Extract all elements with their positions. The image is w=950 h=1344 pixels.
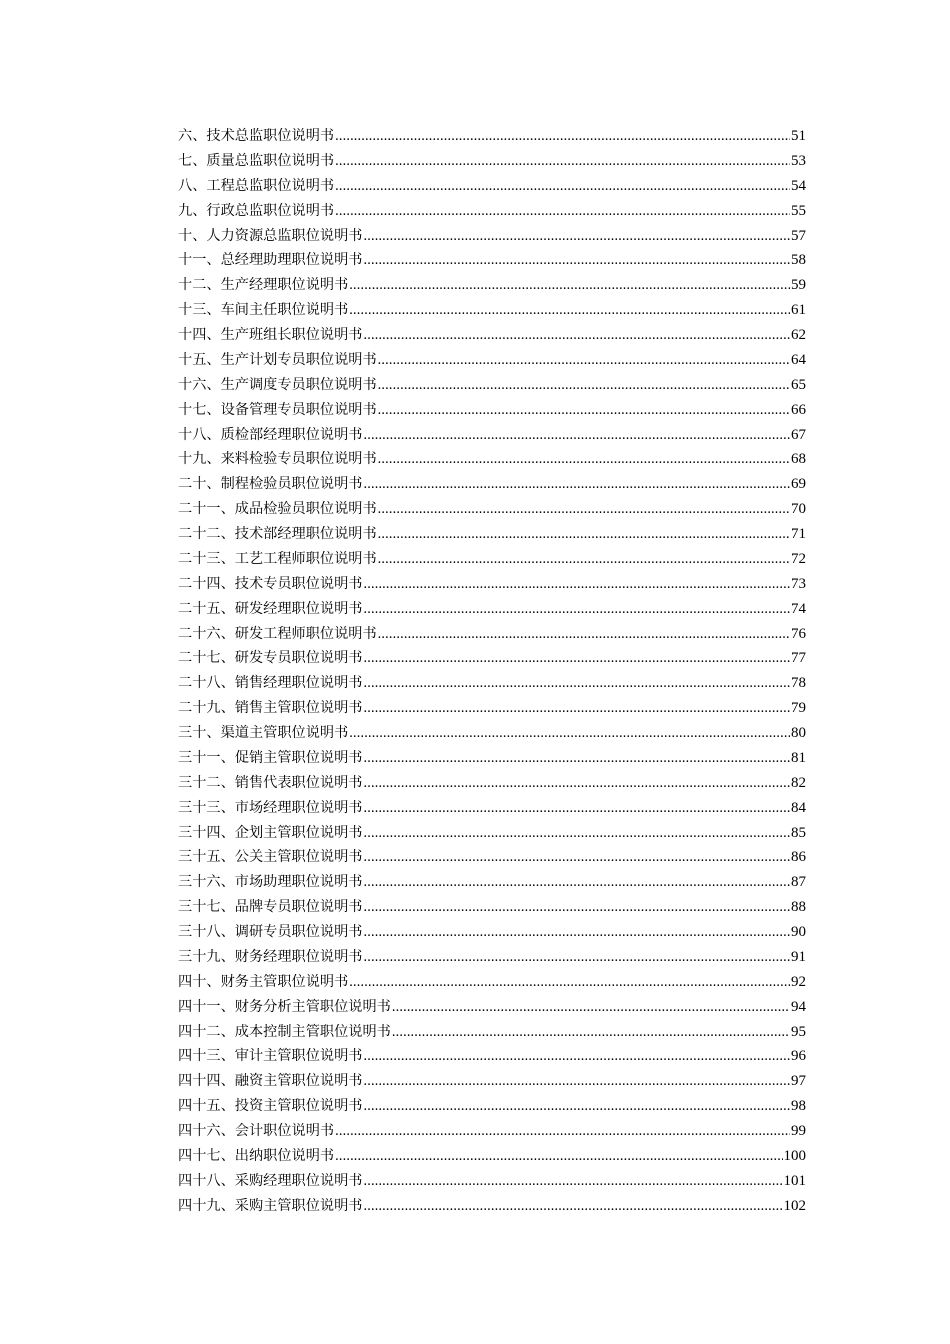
toc-entry-title: 四十三、审计主管职位说明书 — [178, 1048, 363, 1065]
dot-leader — [335, 1144, 782, 1169]
toc-entry-title: 十七、设备管理专员职位说明书 — [178, 401, 377, 418]
dot-leader — [378, 622, 790, 647]
toc-entry-page-number: 72 — [791, 550, 806, 567]
dot-leader — [363, 1169, 782, 1194]
toc-entry[interactable] — [178, 1069, 806, 1094]
toc-entry-page-number: 67 — [791, 426, 806, 443]
dot-leader — [363, 224, 790, 249]
toc-entry[interactable] — [178, 597, 806, 622]
toc-entry-page-number: 62 — [791, 327, 806, 343]
dot-leader — [363, 1094, 790, 1119]
toc-entry[interactable] — [178, 721, 806, 746]
toc-entry[interactable] — [178, 970, 806, 995]
toc-entry-title: 二十、制程检验员职位说明书 — [178, 476, 363, 493]
toc-entry-page-number: 87 — [791, 874, 806, 891]
toc-entry[interactable] — [178, 323, 806, 348]
dot-leader — [363, 920, 790, 945]
toc-entry-title: 四十四、融资主管职位说明书 — [178, 1073, 363, 1090]
toc-entry[interactable] — [178, 1020, 806, 1045]
dot-leader — [378, 348, 790, 373]
toc-entry[interactable] — [178, 870, 806, 895]
dot-leader — [378, 447, 790, 472]
toc-entry-title: 三十、渠道主管职位说明书 — [178, 725, 349, 741]
toc-entry-page-number: 91 — [791, 948, 806, 965]
toc-entry-page-number: 70 — [791, 501, 806, 518]
dot-leader — [363, 870, 790, 895]
toc-entry-title: 二十九、销售主管职位说明书 — [178, 700, 363, 717]
toc-entry-page-number: 82 — [791, 774, 806, 791]
dot-leader — [363, 1044, 790, 1069]
toc-entry-page-number: 64 — [791, 351, 806, 368]
dot-leader — [363, 323, 790, 348]
toc-entry-page-number: 101 — [783, 1172, 806, 1189]
toc-entry[interactable] — [178, 248, 806, 273]
dot-leader — [378, 373, 790, 398]
toc-entry-title: 三十一、促销主管职位说明书 — [178, 749, 363, 766]
toc-entry-page-number: 74 — [791, 600, 806, 617]
toc-entry[interactable] — [178, 821, 806, 846]
toc-entry-page-number: 71 — [791, 526, 806, 542]
toc-entry-page-number: 102 — [783, 1197, 806, 1214]
toc-entry-title: 七、质量总监职位说明书 — [178, 152, 335, 169]
toc-entry-page-number: 81 — [791, 749, 806, 766]
dot-leader — [363, 821, 790, 846]
toc-entry-title: 三十八、调研专员职位说明书 — [178, 924, 363, 940]
toc-entry[interactable] — [178, 447, 806, 472]
toc-entry-page-number: 61 — [791, 302, 806, 319]
dot-leader — [363, 771, 790, 796]
toc-entry-title: 六、技术总监职位说明书 — [178, 128, 335, 144]
toc-entry-page-number: 84 — [791, 799, 806, 816]
dot-leader — [363, 1194, 782, 1219]
toc-entry-title: 四十五、投资主管职位说明书 — [178, 1098, 363, 1115]
toc-entry-page-number: 78 — [791, 675, 806, 692]
toc-entry-page-number: 85 — [791, 824, 806, 841]
dot-leader — [392, 995, 790, 1020]
toc-entry[interactable] — [178, 547, 806, 572]
toc-entry-title: 二十四、技术专员职位说明书 — [178, 575, 363, 592]
toc-entry-title: 十二、生产经理职位说明书 — [178, 277, 349, 294]
dot-leader — [378, 398, 790, 423]
dot-leader — [363, 1069, 790, 1094]
dot-leader — [363, 945, 790, 970]
dot-leader — [349, 298, 790, 323]
toc-entry-title: 四十九、采购主管职位说明书 — [178, 1197, 363, 1214]
dot-leader — [363, 597, 790, 622]
toc-entry-page-number: 98 — [791, 1098, 806, 1115]
toc-entry-title: 四十八、采购经理职位说明书 — [178, 1172, 363, 1189]
toc-entry-page-number: 69 — [791, 476, 806, 493]
toc-entry[interactable] — [178, 423, 806, 448]
toc-entry[interactable] — [178, 572, 806, 597]
toc-entry-page-number: 66 — [791, 401, 806, 418]
dot-leader — [363, 572, 790, 597]
toc-entry-title: 十八、质检部经理职位说明书 — [178, 426, 363, 443]
dot-leader — [349, 970, 790, 995]
toc-entry-title: 四十六、会计职位说明书 — [178, 1123, 335, 1139]
toc-entry-page-number: 94 — [791, 998, 806, 1015]
toc-entry-page-number: 53 — [791, 152, 806, 169]
toc-entry[interactable] — [178, 149, 806, 174]
toc-entry-title: 二十一、成品检验员职位说明书 — [178, 501, 377, 518]
toc-entry-title: 四十、财务主管职位说明书 — [178, 973, 349, 990]
toc-entry[interactable] — [178, 895, 806, 920]
toc-entry-title: 三十二、销售代表职位说明书 — [178, 774, 363, 791]
dot-leader — [363, 796, 790, 821]
toc-entry-title: 三十三、市场经理职位说明书 — [178, 799, 363, 816]
toc-entry[interactable] — [178, 1144, 806, 1169]
toc-entry-page-number: 54 — [791, 177, 806, 194]
toc-entry-title: 八、工程总监职位说明书 — [178, 177, 335, 194]
dot-leader — [335, 149, 790, 174]
toc-entry[interactable] — [178, 398, 806, 423]
dot-leader — [363, 895, 790, 920]
toc-entry[interactable] — [178, 472, 806, 497]
toc-entry-page-number: 96 — [791, 1048, 806, 1065]
toc-entry-title: 二十七、研发专员职位说明书 — [178, 650, 363, 667]
toc-entry[interactable] — [178, 696, 806, 721]
toc-entry-title: 三十九、财务经理职位说明书 — [178, 948, 363, 965]
toc-entry-page-number: 79 — [791, 700, 806, 717]
toc-entry[interactable] — [178, 224, 806, 249]
toc-entry[interactable] — [178, 671, 806, 696]
toc-entry[interactable] — [178, 622, 806, 647]
toc-entry-page-number: 55 — [791, 202, 806, 219]
toc-entry-page-number: 77 — [791, 650, 806, 667]
toc-entry-title: 十、人力资源总监职位说明书 — [178, 227, 363, 244]
toc-entry-title: 二十二、技术部经理职位说明书 — [178, 526, 377, 542]
toc-entry-title: 九、行政总监职位说明书 — [178, 202, 335, 219]
dot-leader — [363, 696, 790, 721]
toc-entry-page-number: 57 — [791, 227, 806, 244]
dot-leader — [335, 199, 790, 224]
toc-entry-page-number: 73 — [791, 575, 806, 592]
toc-entry-title: 二十三、工艺工程师职位说明书 — [178, 550, 377, 567]
toc-entry-title: 二十八、销售经理职位说明书 — [178, 675, 363, 692]
toc-entry-page-number: 59 — [791, 277, 806, 294]
toc-entry[interactable] — [178, 1044, 806, 1069]
toc-entry-page-number: 88 — [791, 899, 806, 916]
dot-leader — [363, 646, 790, 671]
dot-leader — [378, 547, 790, 572]
toc-entry[interactable] — [178, 796, 806, 821]
dot-leader — [363, 845, 790, 870]
toc-entry[interactable] — [178, 845, 806, 870]
dot-leader — [363, 671, 790, 696]
toc-entry-page-number: 51 — [791, 128, 806, 144]
dot-leader — [335, 174, 790, 199]
toc-entry-page-number: 90 — [791, 924, 806, 940]
dot-leader — [363, 248, 790, 273]
toc-entry-page-number: 86 — [791, 849, 806, 866]
dot-leader — [378, 522, 790, 547]
toc-entry-title: 二十五、研发经理职位说明书 — [178, 600, 363, 617]
toc-entry-page-number: 95 — [791, 1023, 806, 1040]
dot-leader — [363, 472, 790, 497]
toc-entry-title: 十九、来料检验专员职位说明书 — [178, 451, 377, 468]
dot-leader — [378, 497, 790, 522]
toc-entry[interactable] — [178, 945, 806, 970]
toc-entry-title: 四十七、出纳职位说明书 — [178, 1147, 335, 1164]
toc-entry-title: 四十二、成本控制主管职位说明书 — [178, 1023, 391, 1040]
toc-entry-title: 十五、生产计划专员职位说明书 — [178, 351, 377, 368]
toc-entry[interactable] — [178, 348, 806, 373]
toc-entry[interactable] — [178, 373, 806, 398]
toc-entry-page-number: 100 — [783, 1147, 806, 1164]
toc-entry-page-number: 76 — [791, 625, 806, 642]
toc-entry-page-number: 58 — [791, 252, 806, 269]
toc-entry-title: 十四、生产班组长职位说明书 — [178, 327, 363, 343]
toc-entry[interactable] — [178, 920, 806, 945]
toc-entry-page-number: 65 — [791, 376, 806, 393]
toc-entry-page-number: 97 — [791, 1073, 806, 1090]
toc-entry[interactable] — [178, 199, 806, 224]
toc-entry[interactable] — [178, 1094, 806, 1119]
toc-entry[interactable] — [178, 1194, 806, 1219]
dot-leader — [349, 721, 790, 746]
toc-entry[interactable] — [178, 771, 806, 796]
toc-entry-title: 二十六、研发工程师职位说明书 — [178, 625, 377, 642]
toc-entry-title: 三十六、市场助理职位说明书 — [178, 874, 363, 891]
toc-entry-title: 十六、生产调度专员职位说明书 — [178, 376, 377, 393]
toc-entry-title: 三十四、企划主管职位说明书 — [178, 824, 363, 841]
toc-entry[interactable] — [178, 273, 806, 298]
toc-entry-page-number: 68 — [791, 451, 806, 468]
toc-entry[interactable] — [178, 298, 806, 323]
dot-leader — [363, 746, 790, 771]
table-of-contents — [178, 124, 806, 1219]
toc-entry-page-number: 92 — [791, 973, 806, 990]
toc-entry[interactable] — [178, 995, 806, 1020]
toc-entry[interactable] — [178, 646, 806, 671]
toc-entry[interactable] — [178, 1169, 806, 1194]
toc-entry[interactable] — [178, 174, 806, 199]
toc-entry[interactable] — [178, 746, 806, 771]
toc-entry[interactable] — [178, 1119, 806, 1144]
toc-entry-title: 十一、总经理助理职位说明书 — [178, 252, 363, 269]
toc-entry-page-number: 80 — [791, 725, 806, 741]
toc-entry-title: 四十一、财务分析主管职位说明书 — [178, 998, 391, 1015]
dot-leader — [363, 423, 790, 448]
dot-leader — [392, 1020, 790, 1045]
toc-entry-title: 三十七、品牌专员职位说明书 — [178, 899, 363, 916]
dot-leader — [349, 273, 790, 298]
toc-entry-page-number: 99 — [791, 1123, 806, 1139]
toc-entry-title: 十三、车间主任职位说明书 — [178, 302, 349, 319]
toc-entry[interactable] — [178, 522, 806, 547]
toc-entry[interactable] — [178, 124, 806, 149]
toc-entry-title: 三十五、公关主管职位说明书 — [178, 849, 363, 866]
toc-entry[interactable] — [178, 497, 806, 522]
dot-leader — [335, 1119, 790, 1144]
dot-leader — [335, 124, 790, 149]
